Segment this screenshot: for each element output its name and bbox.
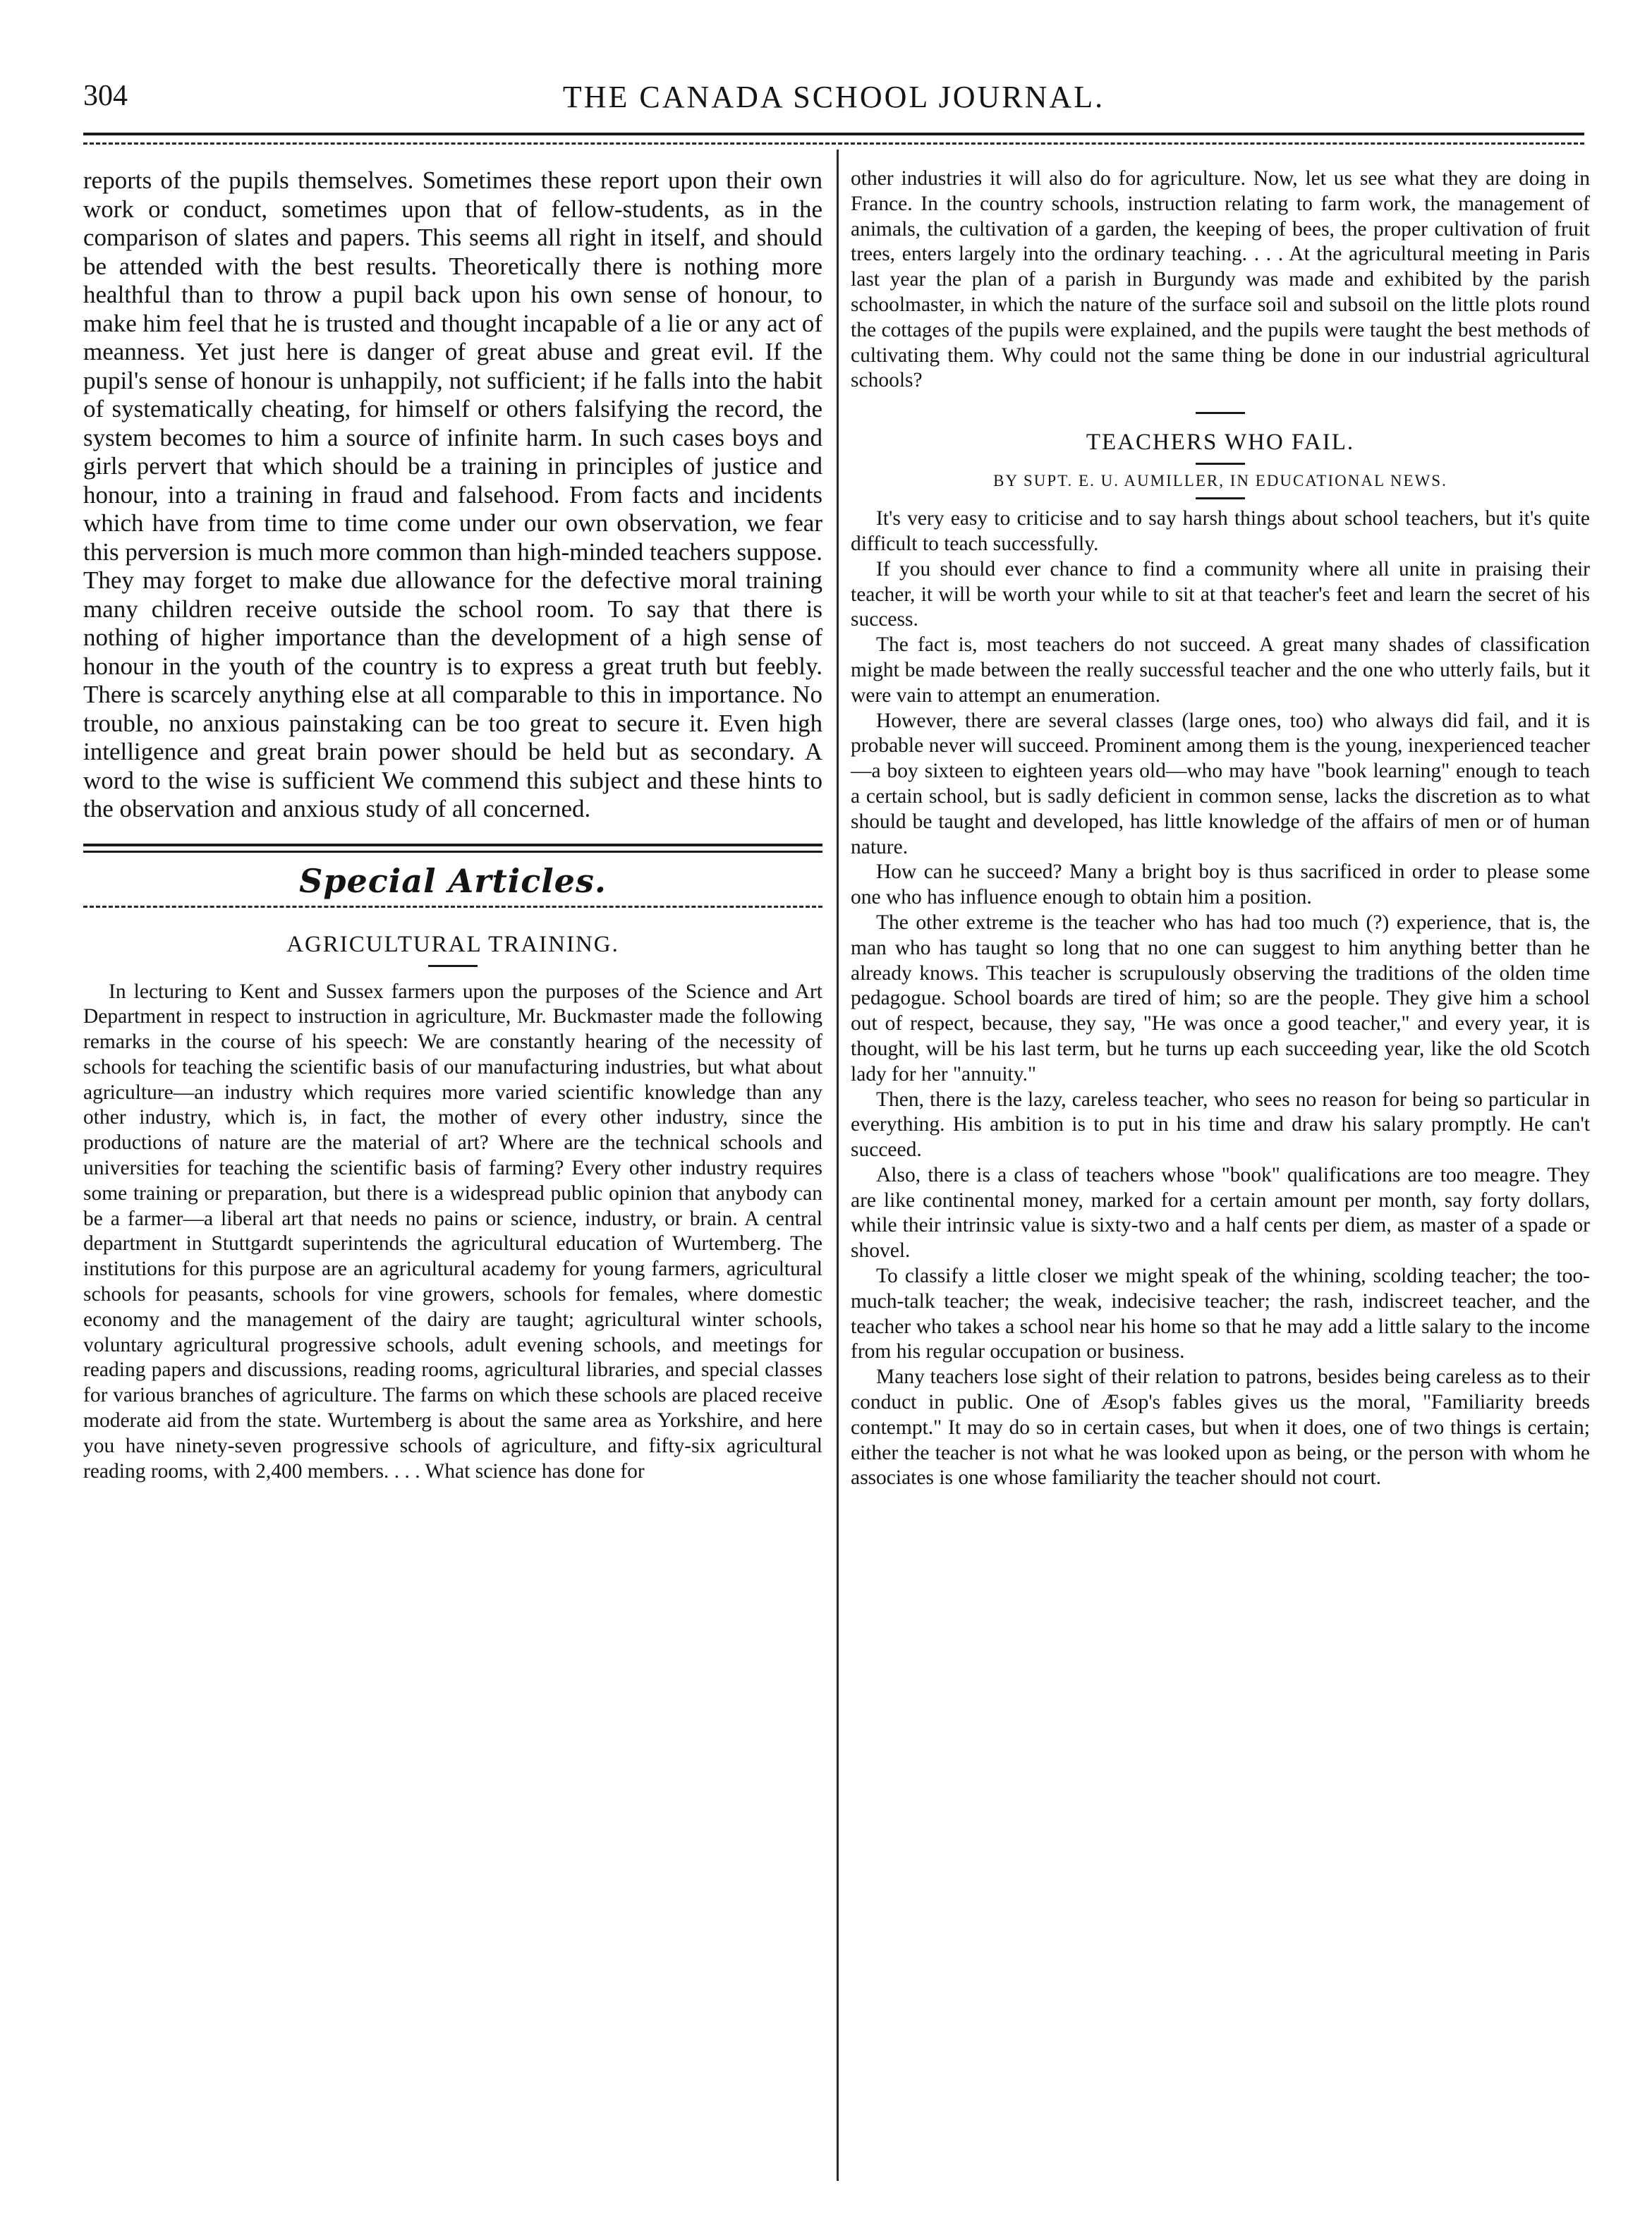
byline-rule [1196, 497, 1245, 499]
article-paragraph: The fact is, most teachers do not succeed. A great many shades of classification might be made between the really successful teacher and the one who utterly fails, but it were vain to attempt an enumeration. [851, 633, 1590, 707]
section-title: Special Articles. [299, 861, 607, 900]
article-paragraph: If you should ever chance to find a community where all unite in praising their teacher, it will be worth your while to sit at that teacher's feet and learn the secret of his success. [851, 557, 1590, 631]
title-rule [428, 965, 478, 967]
page-header [83, 79, 1584, 121]
article-paragraph: In lecturing to Kent and Sussex farmers upon the purposes of the Science and Art Department in respect to instruction in agriculture, Mr. Buckmaster made the following remarks in the course of his speech: We are constantly hearing of the necessity of schools for teaching the scientific basis of our manufacturing industries, but what about agriculture—an industry which requires more varied scientific knowledge than any other industry, which is, in fact, the mother of every other industry, since the productions of nature are the material of art? Where are the technical schools and universities for teaching the scientific basis of farming? Every other industry requires some training or preparation, but there is a widespread public opinion that anybody can be a farmer—a liberal art that needs no pains or science, industry, or brain. A central department in Stuttgardt superintends the agricultural education of Wurtemberg. The institutions for this purpose are an agricultural academy for young farmers, agricultural schools for peasants, schools for vine growers, schools for females, where domestic economy and the management of the dairy are taught; agricultural winter schools, voluntary agricultural progressive schools, adult evening schools, and meetings for reading papers and discussions, reading rooms, agricultural libraries, and special classes for various branches of agriculture. The farms on which these schools are placed receive moderate aid from the state. Wurtemberg is about the same area as Yorkshire, and here you have ninety-seven progressive schools of agriculture, and fifty-six agricultural reading rooms, with 2,400 members. . . . What science has done for [83, 980, 822, 1483]
column-divider [837, 150, 839, 2181]
byline: BY SUPT. E. U. AUMILLER, IN EDUCATIONAL NEWS. [993, 472, 1447, 490]
article-paragraph: Also, there is a class of teachers whose "book" qualifications are too meagre. They are like continental money, marked for a certain amount per month, say forty dollars, while their intrinsic value is sixty-two and a half cents per diem, as master of a spade or shovel. [851, 1163, 1590, 1263]
article-paragraph: However, there are several classes (large ones, too) who always did fail, and it is probable never will succeed. Prominent among them is the young, inexperienced teacher—a boy sixteen to eighteen years old—who may have "book learning" enough to teach a certain school, but is sadly deficient in common sense, lacks the discretion as to what should be taught and developed, has little knowledge of the affairs of men or of human nature. [851, 709, 1590, 858]
article-paragraph: The other extreme is the teacher who has had too much (?) experience, that is, the man who has taught so long that no one can suggest to him anything better than he already knows. This teacher is scrupulously observing the traditions of the olden time pedagogue. School boards are tired of him; so are the people. They give him a school out of respect, because, they say, "He was once a good teacher," and every year, it is thought, will be his last term, but he turns up each succeeding year, like the old Scotch lady for her "annuity." [851, 911, 1590, 1086]
article-paragraph: Many teachers lose sight of their relation to patrons, besides being careless as to their conduct in public. One of Æsop's fables gives us the moral, "Familiarity breeds contempt." It may do so in certain cases, but when it does, one of two things is certain; either the teacher is not what he was looked upon as being, or the person with whom he associates is one whose familiarity the teacher should not court. [851, 1366, 1590, 1490]
article-separator-rule [1196, 412, 1245, 414]
title-rule [1196, 463, 1245, 465]
article-paragraph: Then, there is the lazy, careless teacher, who sees no reason for being so particular in everything. His ambition is to put in his time and draw his salary promptly. He can't succeed. [851, 1088, 1590, 1162]
section-rule [83, 844, 822, 853]
article-paragraph: How can he succeed? Many a bright boy is thus sacrificed in order to please some one who has influence enough to obtain him a position. [851, 861, 1590, 909]
article-title: AGRICULTURAL TRAINING. [286, 931, 619, 957]
continued-paragraph: reports of the pupils themselves. Sometimes these report upon their own work or conduct, sometimes upon that of fellow-students, as in the comparison of slates and papers. This seems all right in itself, and should be attended with the best results. Theoretically there is nothing more healthful than to throw a pupil back upon his own sense of honour, to make him feel that he is trusted and thought incapable of a lie or any act of meanness. Yet just here is danger of great abuse and great evil. If the pupil's sense of honour is unhappily, not sufficient; if he falls into the habit of systematically cheating, for himself or others falsifying the record, the system becomes to him a source of infinite harm. In such cases boys and girls pervert that which should be a training in principles of justice and honour, into a training in fraud and falsehood. From facts and incidents which have from time to time come under our own observation, we fear this perversion is much more common than high-minded teachers suppose. They may forget to make due allowance for the defective moral training many children receive outside the school room. To say that there is nothing of higher importance than the development of a high sense of honour in the youth of the country is to express a great truth but feebly. There is scarcely anything else at all comparable to this in importance. No trouble, no anxious painstaking can be too great to secure it. Even high intelligence and great brain power should be held but as secondary. A word to the wise is sufficient We commend this subject and these hints to the observation and anxious study of all concerned. [83, 166, 822, 822]
header-rule [83, 133, 1584, 135]
right-column [851, 166, 1590, 1491]
journal-title: THE CANADA SCHOOL JOURNAL. [562, 80, 1105, 114]
left-column [83, 166, 822, 1484]
article-paragraph: It's very easy to criticise and to say harsh things about school teachers, but it's quite difficult to teach successfully. [851, 507, 1590, 555]
header-dashed-rule [83, 142, 1584, 145]
continued-paragraph: other industries it will also do for agriculture. Now, let us see what they are doing in France. In the country schools, instruction relating to farm work, the management of animals, the cultivation of a garden, the keeping of bees, the proper cultivation of fruit trees, enters largely into the ordinary teaching. . . . At the agricultural meeting in Paris last year the plan of a parish in Burgundy was made and exhibited by the parish schoolmaster, in which the nature of the surface soil and subsoil on the little plots round the cottages of the pupils were explained, and the pupils were taught the best methods of cultivating them. Why could not the same thing be done in our industrial agricultural schools? [851, 167, 1590, 392]
article-title: TEACHERS WHO FAIL. [1086, 430, 1355, 456]
article-paragraph: To classify a little closer we might speak of the whining, scolding teacher; the too-much-talk teacher; the weak, indecisive teacher; the rash, indiscreet teacher, and the teacher who takes a school near his home so that he may add a little salary to the income from his regular occupation or business. [851, 1265, 1590, 1363]
page-number: 304 [83, 80, 128, 112]
